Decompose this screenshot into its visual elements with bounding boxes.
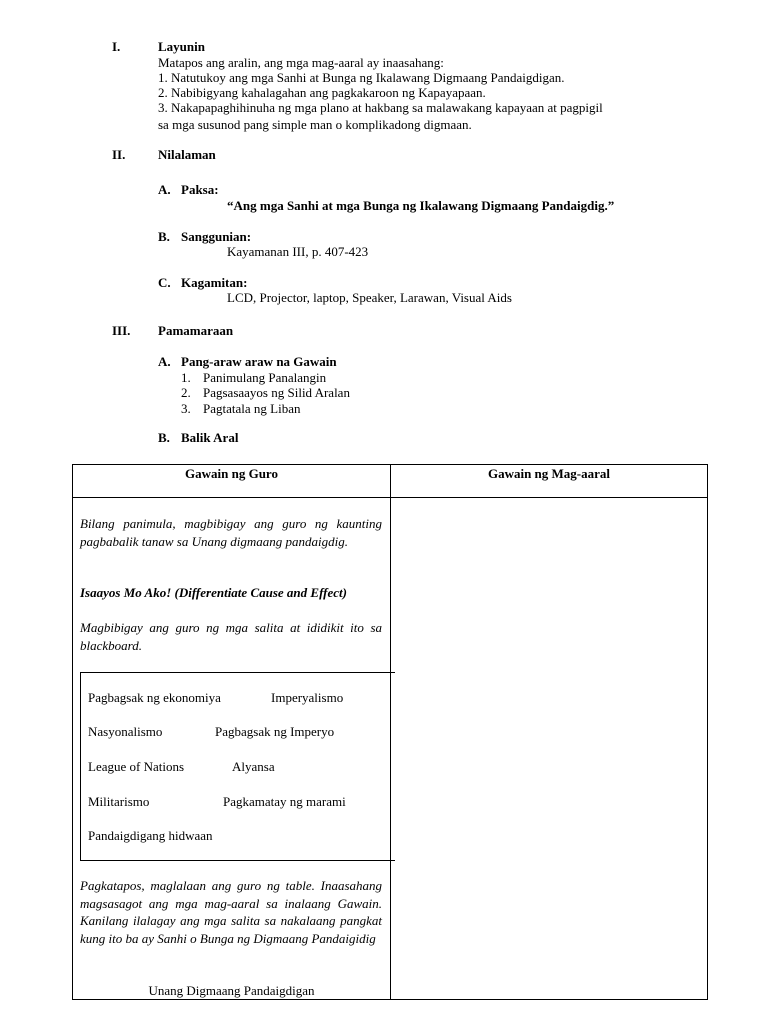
table-column-divider bbox=[390, 464, 391, 1000]
table-right-border bbox=[707, 464, 708, 1000]
sanggunian-label: B. bbox=[158, 229, 170, 244]
gawain-item-num: 1. bbox=[181, 370, 191, 385]
gawain-item: Pagsasaayos ng Silid Aralan bbox=[203, 385, 350, 400]
word-box-top-border bbox=[80, 672, 395, 673]
section-3-title: Pamamaraan bbox=[158, 323, 234, 338]
table-left-border bbox=[72, 464, 73, 1000]
table-footer-title: Unang Digmaang Pandaigdigan bbox=[148, 983, 315, 998]
section-2-numeral: II. bbox=[112, 147, 126, 162]
word-card: Pagbagsak ng ekonomiya bbox=[88, 690, 221, 705]
word-card: Nasyonalismo bbox=[88, 724, 163, 739]
kagamitan-label: C. bbox=[158, 275, 171, 290]
gawain-title: Pang-araw araw na Gawain bbox=[181, 354, 337, 369]
paksa-text: “Ang mga Sanhi at mga Bunga ng Ikalawang Digmaang Pandaigdig.” bbox=[227, 198, 615, 213]
gawain-item-num: 2. bbox=[181, 385, 191, 400]
objective-3: 3. Nakapapaghihinuha ng mga plano at hakbang sa malawakang kapayaan at pagpigil bbox=[158, 100, 603, 115]
balik-aral-title: Balik Aral bbox=[181, 430, 239, 445]
objective-1: 1. Natutukoy ang mga Sanhi at Bunga ng Ikalawang Digmaang Pandaigdigan. bbox=[158, 70, 565, 85]
objective-intro: Matapos ang aralin, ang mga mag-aaral ay inaasahang: bbox=[158, 55, 444, 70]
objective-3-cont: sa mga susunod pang simple man o komplikadong digmaan. bbox=[158, 117, 472, 132]
word-box-left-border bbox=[80, 672, 81, 861]
sanggunian-text: Kayamanan III, p. 407-423 bbox=[227, 244, 369, 259]
word-box-bottom-border bbox=[80, 860, 395, 861]
word-card: Pandaigdigang hidwaan bbox=[88, 828, 213, 843]
gawain-item: Panimulang Panalangin bbox=[203, 370, 327, 385]
gawain-label: A. bbox=[158, 354, 171, 369]
word-card: League of Nations bbox=[88, 759, 185, 774]
word-card: Pagbagsak ng Imperyo bbox=[215, 724, 335, 739]
paksa-title: Paksa: bbox=[181, 182, 219, 197]
section-1-title: Layunin bbox=[158, 39, 205, 54]
intro-paragraph: Bilang panimula, magbibigay ang guro ng kaunting pagbabalik tanaw sa Unang digmaang pandaigdig. bbox=[80, 516, 382, 549]
teacher-column-header: Gawain ng Guro bbox=[185, 466, 278, 481]
section-3-numeral: III. bbox=[112, 323, 131, 338]
after-activity-paragraph: Pagkatapos, maglalaan ang guro ng table. Inaasahang magsasagot ang mga mag-aaral sa inalaang Gawain. Kanilang ilalagay ang mga salita sa nakalaang pangkat kung ito ba ay Sanhi o Bunga ng Digmaang Pandaigidig bbox=[80, 878, 382, 946]
balik-aral-label: B. bbox=[158, 430, 170, 445]
section-2-title: Nilalaman bbox=[158, 147, 216, 162]
word-card: Imperyalismo bbox=[271, 690, 344, 705]
objective-2: 2. Nabibigyang kahalagahan ang pagkakaroon ng Kapayapaan. bbox=[158, 85, 486, 100]
section-1-numeral: I. bbox=[112, 39, 121, 54]
word-card: Militarismo bbox=[88, 794, 150, 809]
gawain-item-num: 3. bbox=[181, 401, 191, 416]
word-card: Pagkamatay ng marami bbox=[223, 794, 346, 809]
paksa-label: A. bbox=[158, 182, 171, 197]
word-card: Alyansa bbox=[232, 759, 275, 774]
sanggunian-title: Sanggunian: bbox=[181, 229, 252, 244]
student-column-header: Gawain ng Mag-aaral bbox=[487, 466, 611, 481]
activity-instructions: Magbibigay ang guro ng mga salita at ididikit ito sa blackboard. bbox=[80, 620, 382, 653]
activity-title: Isaayos Mo Ako! (Differentiate Cause and Effect) bbox=[80, 585, 347, 600]
gawain-item: Pagtatala ng Liban bbox=[203, 401, 301, 416]
kagamitan-title: Kagamitan: bbox=[181, 275, 248, 290]
kagamitan-text: LCD, Projector, laptop, Speaker, Larawan, Visual Aids bbox=[227, 290, 512, 305]
